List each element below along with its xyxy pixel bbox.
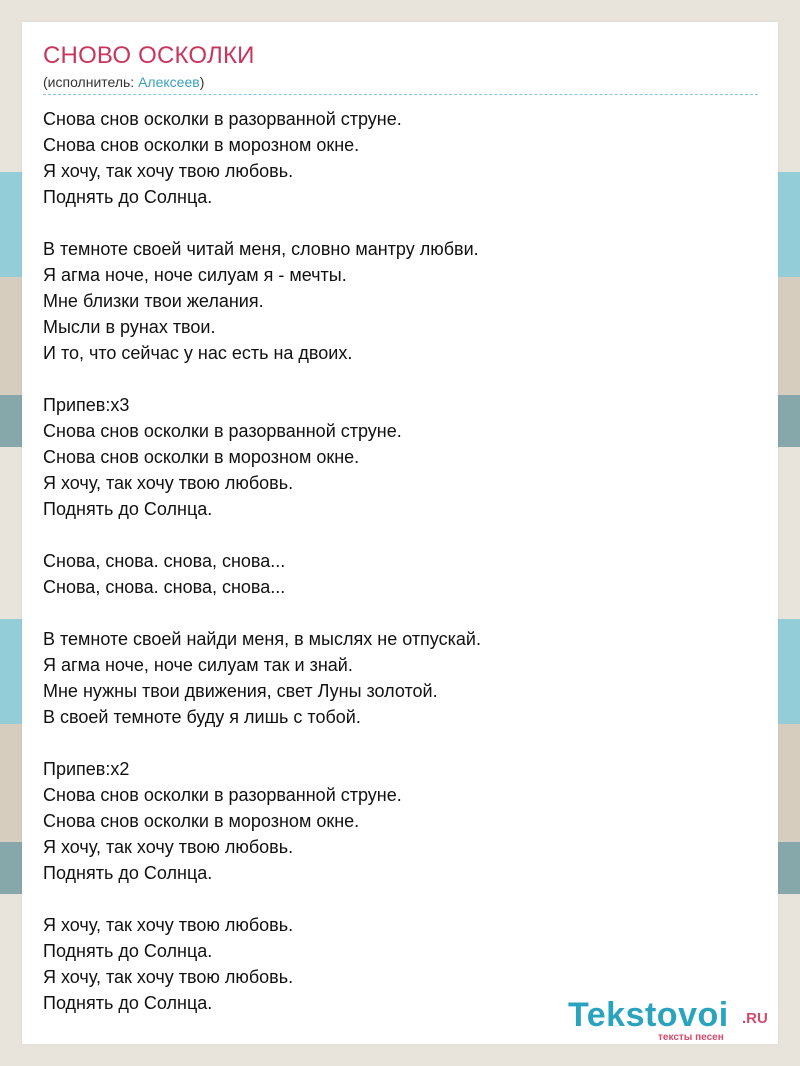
- logo-tld: .RU: [742, 1010, 768, 1027]
- lyric-line: В темноте своей читай меня, словно мантру любви.: [43, 239, 479, 259]
- lyric-line: Снова снов осколки в морозном окне.: [43, 135, 360, 155]
- lyric-line: Поднять до Солнца.: [43, 863, 213, 883]
- lyric-line: Припев:x3: [43, 395, 130, 415]
- lyric-line: Я хочу, так хочу твою любовь.: [43, 837, 294, 857]
- lyric-line: Я хочу, так хочу твою любовь.: [43, 967, 294, 987]
- lyric-line: Я хочу, так хочу твою любовь.: [43, 915, 294, 935]
- lyric-line: Я хочу, так хочу твою любовь.: [43, 473, 294, 493]
- lyric-line: Снова снов осколки в разорванной струне.: [43, 421, 402, 441]
- song-title: СНОВО ОСКОЛКИ: [43, 42, 255, 69]
- artist-prefix: (исполнитель:: [43, 74, 139, 90]
- lyric-line: Я хочу, так хочу твою любовь.: [43, 161, 294, 181]
- dashed-divider: [43, 94, 758, 95]
- lyric-line: Я агма ноче, ноче силуам я - мечты.: [43, 265, 347, 285]
- artist-line: [43, 74, 204, 90]
- lyric-line: Мысли в рунах твои.: [43, 317, 216, 337]
- lyric-blank-line: [43, 600, 481, 626]
- lyric-line: Припев:x2: [43, 759, 130, 779]
- lyric-line: Снова снов осколки в морозном окне.: [43, 447, 360, 467]
- lyric-line: Мне близки твои желания.: [43, 291, 264, 311]
- lyric-line: Снова снов осколки в разорванной струне.: [43, 109, 402, 129]
- lyric-blank-line: [43, 210, 481, 236]
- lyric-line: В своей темноте буду я лишь с тобой.: [43, 707, 361, 727]
- lyric-blank-line: [43, 522, 481, 548]
- artist-suffix: ): [199, 74, 205, 90]
- logo-subtitle: тексты песен: [658, 1032, 724, 1043]
- artist-link[interactable]: Алексеев: [138, 74, 200, 90]
- lyric-line: Поднять до Солнца.: [43, 499, 213, 519]
- lyric-line: Поднять до Солнца.: [43, 941, 213, 961]
- lyrics-card: [22, 22, 778, 1044]
- lyric-line: Снова снов осколки в разорванной струне.: [43, 785, 402, 805]
- lyric-line: Я агма ноче, ноче силуам так и знай.: [43, 655, 353, 675]
- lyric-line: В темноте своей найди меня, в мыслях не отпускай.: [43, 629, 481, 649]
- lyric-line: Поднять до Солнца.: [43, 993, 213, 1013]
- lyric-line: Снова, снова. снова, снова...: [43, 551, 286, 571]
- lyric-line: Снова снов осколки в морозном окне.: [43, 811, 360, 831]
- lyric-blank-line: [43, 366, 481, 392]
- lyrics-text: [43, 106, 481, 1016]
- site-logo[interactable]: [568, 996, 778, 1046]
- lyric-line: Снова, снова. снова, снова...: [43, 577, 286, 597]
- lyric-line: И то, что сейчас у нас есть на двоих.: [43, 343, 353, 363]
- lyric-blank-line: [43, 886, 481, 912]
- lyric-line: Мне нужны твои движения, свет Луны золотой.: [43, 681, 438, 701]
- lyric-blank-line: [43, 730, 481, 756]
- logo-name: Tekstovoi: [568, 996, 729, 1034]
- lyric-line: Поднять до Солнца.: [43, 187, 213, 207]
